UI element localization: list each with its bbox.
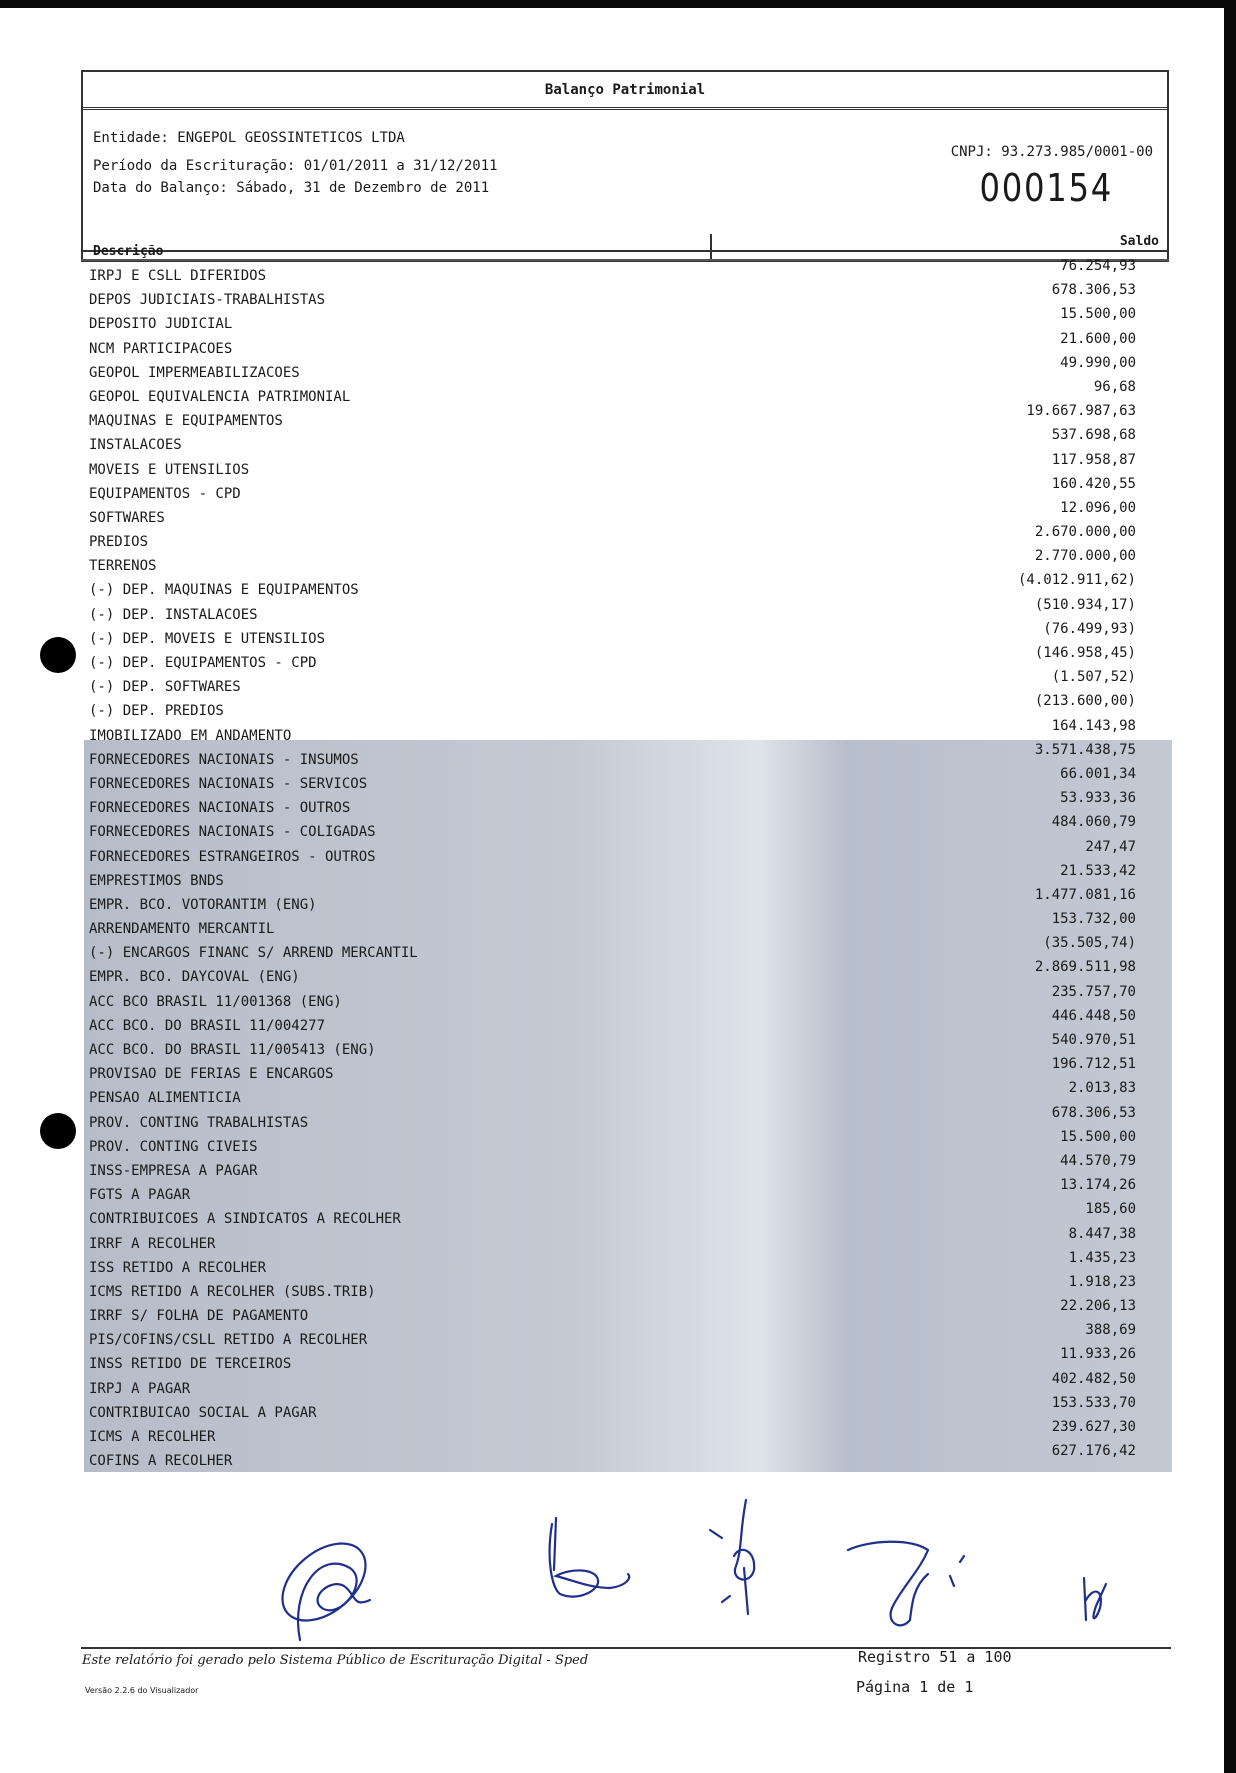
row-description: EMPR. BCO. VOTORANTIM (ENG) bbox=[89, 896, 317, 913]
row-balance: 13.174,26 bbox=[1060, 1177, 1136, 1194]
row-balance: 627.176,42 bbox=[1051, 1443, 1136, 1460]
row-balance: (4.012.911,62) bbox=[1017, 572, 1136, 589]
row-balance: 66.001,34 bbox=[1060, 765, 1136, 782]
row-description: COFINS A RECOLHER bbox=[89, 1453, 233, 1470]
row-balance: 540.970,51 bbox=[1051, 1032, 1136, 1048]
row-balance: 2.869.511,98 bbox=[1034, 959, 1136, 976]
row-description: DEPOSITO JUDICIAL bbox=[89, 316, 233, 333]
table-row bbox=[89, 1152, 1136, 1183]
document-number: 000154 bbox=[979, 166, 1113, 210]
punch-hole bbox=[40, 1113, 76, 1149]
table-row bbox=[89, 306, 1136, 336]
table-row bbox=[89, 1298, 1136, 1328]
row-balance: 196.712,51 bbox=[1051, 1056, 1136, 1073]
table-row bbox=[89, 741, 1136, 772]
header-description: Descrição bbox=[93, 244, 164, 259]
table-row bbox=[89, 403, 1136, 433]
row-balance: 44.570,79 bbox=[1060, 1152, 1136, 1169]
row-balance: 2.013,83 bbox=[1068, 1080, 1136, 1097]
signature-1 bbox=[268, 1528, 380, 1640]
row-balance: 49.990,00 bbox=[1060, 354, 1136, 371]
header-rule bbox=[81, 259, 1169, 261]
row-description: IRPJ A PAGAR bbox=[89, 1380, 191, 1397]
row-description: FORNECEDORES ESTRANGEIROS - OUTROS bbox=[89, 848, 376, 865]
row-balance: 2.770.000,00 bbox=[1034, 548, 1136, 565]
footer-records: Registro 51 a 100 bbox=[858, 1648, 1012, 1666]
row-balance: 11.933,26 bbox=[1060, 1346, 1136, 1363]
signature-4 bbox=[848, 1542, 964, 1626]
balance-date: Data do Balanço: Sábado, 31 de Dezembro de 2011 bbox=[93, 180, 490, 196]
table-row bbox=[89, 838, 1136, 869]
table-row bbox=[89, 451, 1136, 482]
table-row bbox=[89, 1056, 1136, 1086]
entity-name: Entidade: ENGEPOL GEOSSINTETICOS LTDA bbox=[93, 130, 405, 146]
row-balance: 76.254,93 bbox=[1060, 258, 1136, 274]
row-description: MOVEIS E UTENSILIOS bbox=[89, 461, 250, 478]
balance-table bbox=[89, 258, 1136, 1473]
row-description: ISS RETIDO A RECOLHER bbox=[89, 1259, 267, 1276]
table-row bbox=[89, 1080, 1136, 1110]
row-description: ACC BCO. DO BRASIL 11/005413 (ENG) bbox=[89, 1042, 376, 1058]
row-balance: 1.435,23 bbox=[1068, 1249, 1136, 1266]
row-description: IRPJ E CSLL DIFERIDOS bbox=[89, 268, 267, 284]
row-balance: (146.958,45) bbox=[1034, 645, 1136, 661]
table-row bbox=[89, 1201, 1136, 1231]
signature-2 bbox=[550, 1518, 630, 1597]
row-description: EMPR. BCO. DAYCOVAL (ENG) bbox=[89, 969, 300, 986]
table-row bbox=[89, 475, 1136, 506]
row-description: ICMS A RECOLHER bbox=[89, 1429, 216, 1445]
table-row bbox=[89, 1225, 1136, 1256]
table-row bbox=[89, 911, 1136, 941]
row-balance: 537.698,68 bbox=[1051, 427, 1136, 444]
row-description: (-) DEP. INSTALACOES bbox=[89, 606, 258, 623]
row-balance: 2.670.000,00 bbox=[1034, 524, 1136, 541]
table-row bbox=[89, 1177, 1136, 1207]
table-row bbox=[89, 427, 1136, 457]
row-description: ICMS RETIDO A RECOLHER (SUBS.TRIB) bbox=[89, 1283, 376, 1300]
table-row bbox=[89, 886, 1136, 917]
row-balance: 12.096,00 bbox=[1060, 499, 1136, 516]
row-balance: 185,60 bbox=[1085, 1201, 1136, 1218]
footer-generated-by: Este relatório foi gerado pelo Sistema Público de Escrituração Digital - Sped bbox=[82, 1653, 589, 1668]
scan-border-right bbox=[1224, 0, 1236, 1773]
row-description: PIS/COFINS/CSLL RETIDO A RECOLHER bbox=[89, 1332, 368, 1349]
row-balance: (1.507,52) bbox=[1051, 669, 1136, 686]
row-balance: 53.933,36 bbox=[1060, 790, 1136, 807]
row-balance: 388,69 bbox=[1085, 1322, 1136, 1339]
table-row bbox=[89, 1249, 1136, 1280]
row-description: (-) DEP. SOFTWARES bbox=[89, 679, 241, 696]
row-balance: (510.934,17) bbox=[1034, 596, 1136, 613]
row-description: EMPRESTIMOS BNDS bbox=[89, 872, 224, 889]
row-description: IRRF S/ FOLHA DE PAGAMENTO bbox=[89, 1308, 309, 1325]
table-row bbox=[89, 959, 1136, 989]
table-header bbox=[81, 234, 1169, 262]
table-row bbox=[89, 1104, 1136, 1135]
table-row bbox=[89, 645, 1136, 675]
signature-5 bbox=[1084, 1578, 1106, 1620]
table-row bbox=[89, 1322, 1136, 1352]
table-row bbox=[89, 1346, 1136, 1376]
row-balance: 160.420,55 bbox=[1051, 475, 1136, 492]
row-description: PROVISAO DE FERIAS E ENCARGOS bbox=[89, 1066, 334, 1083]
row-description: MAQUINAS E EQUIPAMENTOS bbox=[89, 413, 283, 430]
table-row bbox=[89, 1273, 1136, 1304]
row-description: FORNECEDORES NACIONAIS - COLIGADAS bbox=[89, 824, 376, 841]
table-row bbox=[89, 935, 1136, 965]
row-balance: 22.206,13 bbox=[1060, 1298, 1136, 1315]
row-description: TERRENOS bbox=[89, 558, 157, 575]
row-balance: 19.667.987,63 bbox=[1026, 403, 1136, 420]
row-balance: 8.447,38 bbox=[1068, 1225, 1136, 1242]
row-description: ACC BCO BRASIL 11/001368 (ENG) bbox=[89, 993, 342, 1010]
bookkeeping-period: Período da Escrituração: 01/01/2011 a 31/12/2011 bbox=[93, 158, 498, 174]
row-balance: 235.757,70 bbox=[1051, 983, 1136, 1000]
row-description: IRRF A RECOLHER bbox=[89, 1235, 216, 1252]
row-balance: 15.500,00 bbox=[1060, 306, 1136, 323]
table-row bbox=[89, 378, 1136, 409]
row-balance: 117.958,87 bbox=[1051, 451, 1136, 468]
row-balance: 446.448,50 bbox=[1051, 1007, 1136, 1024]
row-balance: 21.600,00 bbox=[1060, 330, 1136, 347]
table-row bbox=[89, 282, 1136, 312]
row-balance: 3.571.438,75 bbox=[1034, 741, 1136, 758]
row-description: GEOPOL EQUIVALENCIA PATRIMONIAL bbox=[89, 388, 351, 405]
footer-version: Versão 2.2.6 do Visualizador bbox=[85, 1686, 199, 1695]
table-row bbox=[89, 1419, 1136, 1449]
punch-hole bbox=[40, 637, 76, 673]
table-row bbox=[89, 790, 1136, 820]
row-balance: 21.533,42 bbox=[1060, 862, 1136, 879]
report-title: Balanço Patrimonial bbox=[83, 72, 1167, 110]
table-row bbox=[89, 354, 1136, 385]
row-balance: 678.306,53 bbox=[1051, 1104, 1136, 1121]
row-balance: 484.060,79 bbox=[1051, 814, 1136, 831]
table-row bbox=[89, 983, 1136, 1014]
row-balance: (35.505,74) bbox=[1043, 935, 1136, 952]
table-row bbox=[89, 1032, 1136, 1062]
row-balance: 239.627,30 bbox=[1051, 1419, 1136, 1435]
row-balance: 402.482,50 bbox=[1051, 1370, 1136, 1387]
row-description: FORNECEDORES NACIONAIS - SERVICOS bbox=[89, 775, 368, 792]
row-balance: (213.600,00) bbox=[1034, 693, 1136, 710]
table-row bbox=[89, 330, 1136, 361]
table-row bbox=[89, 620, 1136, 651]
row-balance: 153.533,70 bbox=[1051, 1394, 1136, 1411]
row-description: FORNECEDORES NACIONAIS - INSUMOS bbox=[89, 751, 359, 768]
row-description: PROV. CONTING CIVEIS bbox=[89, 1138, 258, 1155]
row-description: CONTRIBUICAO SOCIAL A PAGAR bbox=[89, 1404, 317, 1421]
table-row bbox=[89, 499, 1136, 530]
row-description: SOFTWARES bbox=[89, 509, 165, 526]
scan-border-top bbox=[0, 0, 1236, 8]
cnpj: CNPJ: 93.273.985/0001-00 bbox=[950, 144, 1153, 160]
table-row bbox=[89, 1007, 1136, 1038]
row-description: EQUIPAMENTOS - CPD bbox=[89, 485, 241, 502]
row-balance: 96,68 bbox=[1093, 378, 1136, 395]
row-description: PREDIOS bbox=[89, 534, 149, 551]
report-header-frame bbox=[81, 70, 1169, 252]
header-divider bbox=[710, 234, 712, 260]
row-description: FORNECEDORES NACIONAIS - OUTROS bbox=[89, 800, 351, 817]
row-balance: 678.306,53 bbox=[1051, 282, 1136, 299]
footer-page: Página 1 de 1 bbox=[856, 1678, 974, 1696]
row-description: (-) DEP. EQUIPAMENTOS - CPD bbox=[89, 655, 317, 671]
table-row bbox=[89, 258, 1136, 288]
row-balance: 1.477.081,16 bbox=[1034, 886, 1136, 903]
row-balance: 1.918,23 bbox=[1068, 1273, 1136, 1290]
table-row bbox=[89, 1394, 1136, 1425]
header-balance: Saldo bbox=[1119, 234, 1159, 249]
row-description: CONTRIBUICOES A SINDICATOS A RECOLHER bbox=[89, 1211, 401, 1228]
signatures bbox=[260, 1490, 1160, 1655]
row-description: FGTS A PAGAR bbox=[89, 1187, 191, 1204]
row-description: (-) ENCARGOS FINANC S/ ARREND MERCANTIL bbox=[89, 945, 418, 962]
table-row bbox=[89, 1128, 1136, 1159]
table-row bbox=[89, 814, 1136, 844]
row-description: (-) DEP. PREDIOS bbox=[89, 703, 224, 720]
table-row bbox=[89, 717, 1136, 748]
table-row bbox=[89, 548, 1136, 578]
table-row bbox=[89, 669, 1136, 699]
table-row bbox=[89, 765, 1136, 796]
row-description: DEPOS JUDICIAIS-TRABALHISTAS bbox=[89, 292, 326, 309]
row-description: INSTALACOES bbox=[89, 437, 182, 454]
table-row bbox=[89, 1370, 1136, 1401]
row-balance: 164.143,98 bbox=[1051, 717, 1136, 734]
table-row bbox=[89, 1443, 1136, 1473]
table-row bbox=[89, 572, 1136, 602]
row-description: PROV. CONTING TRABALHISTAS bbox=[89, 1114, 309, 1131]
row-balance: 153.732,00 bbox=[1051, 911, 1136, 928]
row-description: (-) DEP. MOVEIS E UTENSILIOS bbox=[89, 630, 326, 647]
row-description: INSS RETIDO DE TERCEIROS bbox=[89, 1356, 292, 1373]
row-description: PENSAO ALIMENTICIA bbox=[89, 1090, 241, 1107]
row-description: GEOPOL IMPERMEABILIZACOES bbox=[89, 364, 300, 381]
signature-3 bbox=[710, 1500, 754, 1614]
row-balance: 15.500,00 bbox=[1060, 1128, 1136, 1145]
table-row bbox=[89, 596, 1136, 627]
table-row bbox=[89, 862, 1136, 893]
row-description: (-) DEP. MAQUINAS E EQUIPAMENTOS bbox=[89, 582, 359, 599]
table-row bbox=[89, 693, 1136, 723]
row-description: NCM PARTICIPACOES bbox=[89, 340, 233, 357]
row-description: IMOBILIZADO EM ANDAMENTO bbox=[89, 727, 292, 744]
row-description: ACC BCO. DO BRASIL 11/004277 bbox=[89, 1017, 326, 1034]
table-row bbox=[89, 524, 1136, 554]
row-balance: (76.499,93) bbox=[1043, 620, 1136, 637]
row-balance: 247,47 bbox=[1085, 838, 1136, 855]
row-description: ARRENDAMENTO MERCANTIL bbox=[89, 921, 275, 938]
row-description: INSS-EMPRESA A PAGAR bbox=[89, 1162, 258, 1179]
